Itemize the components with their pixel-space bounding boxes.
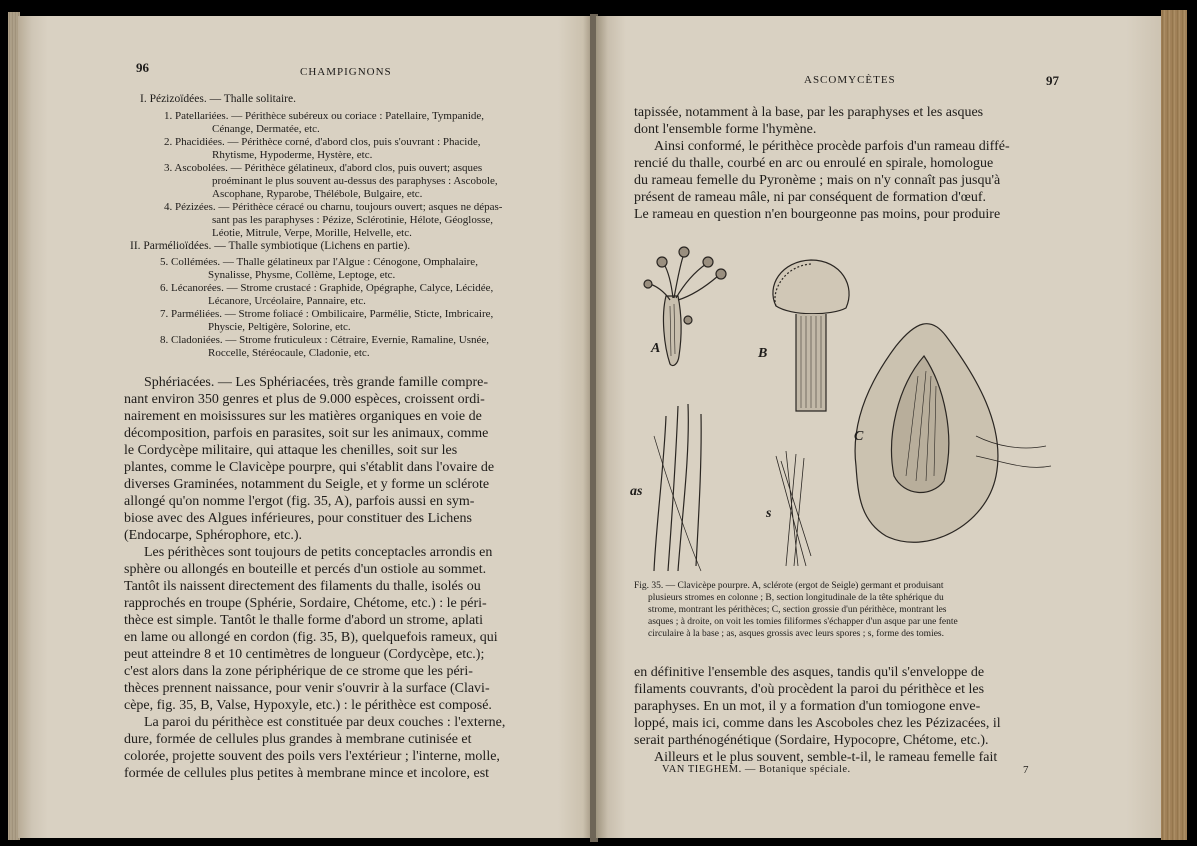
caption-line: plusieurs stromes en colonne ; B, section longitudinale de la tête sphérique du	[648, 593, 944, 603]
list-line: 4. Pézizées. — Périthèce céracé ou charnu, toujours ouvert; asques ne dépas-	[164, 201, 503, 213]
figure-35	[626, 236, 1066, 576]
body-text-right-bottom	[634, 664, 1064, 774]
body-line: en lame ou allongé en cordon (fig. 35, B), quelquefois rameux, qui	[124, 630, 498, 645]
body-line: cèpe, fig. 35, B, Valse, Hypoxyle, etc.) : le périthèce est composé.	[124, 698, 492, 713]
body-line: présent de rameau mâle, ni par conséquent de formation d'œuf.	[634, 190, 987, 205]
body-line: peut atteindre 8 et 10 centimètres de longueur (Cordycèpe, etc.);	[124, 647, 485, 662]
asci-group	[654, 404, 701, 571]
body-line: tapissée, notamment à la base, par les paraphyses et les asques	[634, 105, 984, 120]
figure-label-s: s	[766, 506, 772, 521]
list-line: Synalisse, Physme, Collème, Leptoge, etc.	[208, 269, 396, 281]
body-line: biose avec des Algues inférieures, pour constituer des Lichens	[124, 511, 472, 526]
list-line: Roccelle, Stéréocaule, Cladonie, etc.	[208, 347, 370, 359]
page-number-right: 97	[1046, 73, 1059, 88]
list-line: 2. Phacidiées. — Périthèce corné, d'abord clos, puis s'ouvrant : Phacide,	[164, 136, 481, 148]
section-ii-list	[18, 256, 591, 366]
body-line: rapprochés en troupe (Sphérie, Sordaire, Chétome, etc.) : le péri-	[124, 596, 487, 611]
body-line: dure, formée de cellules plus grandes à membrane cutinisée et	[124, 732, 472, 747]
body-line: thèces prennent naissance, pour venir s'ouvrir à la surface (Clavi-	[124, 681, 490, 696]
list-line: 6. Lécanorées. — Strome crustacé : Graphide, Opégraphe, Calyce, Lécidée,	[160, 282, 494, 294]
body-line: rencié du thalle, courbé en arc ou enroulé en spirale, homologue	[634, 156, 994, 171]
body-line: La paroi du périthèce est constituée par deux couches : l'externe,	[144, 715, 506, 730]
body-line: le Cordycèpe militaire, qui attaque les chenilles, soit sur les	[124, 443, 458, 458]
caption-line: asques ; à droite, on voit les tomies filiformes s'échapper d'un asque par une fente	[648, 617, 958, 627]
right-page	[596, 16, 1161, 838]
caption-line: strome, montrant les périthèces; C, section grossie d'un périthèce, montrant les	[648, 605, 947, 615]
left-page	[18, 16, 591, 838]
body-line: nant environ 350 genres et plus de 9.000 espèces, croissent ordi-	[124, 392, 485, 407]
body-line: paraphyses. En un mot, il y a formation d'un tomiogone enve-	[634, 699, 981, 714]
section-ii-heading: II. Parmélioïdées. — Thalle symbiotique (Lichens en partie).	[130, 240, 411, 252]
running-head-left: CHAMPIGNONS	[300, 66, 392, 78]
body-line: Le rameau en question n'en bourgeonne pas moins, pour produire	[634, 207, 1001, 222]
figure-label-b: B	[758, 346, 768, 361]
list-line: 3. Ascobolées. — Périthèce gélatineux, d'abord clos, puis ouvert; asques	[164, 162, 483, 174]
body-line: allongé qu'on nomme l'ergot (fig. 35, A), parfois aussi en sym-	[124, 494, 475, 509]
figure-illustration	[626, 236, 1066, 576]
body-line: (Endocarpe, Sphérophore, etc.).	[124, 528, 303, 543]
body-line: loppé, mais ici, comme dans les Ascoboles chez les Pézizacées, il	[634, 716, 1001, 731]
list-line: proéminant le plus souvent au-dessus des paraphyses : Ascobole,	[212, 175, 498, 187]
list-line: 1. Patellariées. — Périthèce subéreux ou coriace : Patellaire, Tympanide,	[164, 110, 485, 122]
body-line: colorée, projette souvent des poils vers l'extérieur ; l'interne, molle,	[124, 749, 500, 764]
body-line: Sphériacées. — Les Sphériacées, très grande famille compre-	[144, 375, 489, 390]
running-head-right: ASCOMYCÈTES	[804, 74, 896, 86]
body-line: plantes, comme le Clavicèpe pourpre, qui s'établit dans l'ovaire de	[124, 460, 495, 475]
list-line: Cénange, Dermatée, etc.	[212, 123, 320, 135]
list-line: sant pas les paraphyses : Pézize, Sclérotinie, Hélote, Géoglosse,	[212, 214, 494, 226]
body-line: en définitive l'ensemble des asques, tandis qu'il s'enveloppe de	[634, 665, 985, 680]
right-page-edges	[1161, 10, 1187, 840]
body-text-right-top	[634, 104, 1064, 229]
body-line: serait parthénogénétique (Sordaire, Hypocopre, Chétome, etc.).	[634, 733, 989, 748]
figure-label-a: A	[651, 341, 661, 356]
section-i-heading: I. Pézizoïdées. — Thalle solitaire.	[140, 93, 296, 105]
body-line: sphère ou allongés en bouteille et percés d'un ostiole au sommet.	[124, 562, 487, 577]
footer-sheet-number: 7	[1023, 764, 1029, 776]
body-line: filaments couvrants, d'où procèdent la paroi du périthèce et les	[634, 682, 985, 697]
figure-label-as: as	[630, 484, 643, 499]
list-line: Lécanore, Urcéolaire, Pannaire, etc.	[208, 295, 366, 307]
caption-line: circulaire à la base ; as, asques grossis avec leurs spores ; s, forme des tomies.	[648, 629, 944, 639]
figure-label-c: C	[854, 429, 864, 444]
list-line: Physcie, Peltigère, Solorine, etc.	[208, 321, 351, 333]
list-line: Ascophane, Ryparobe, Thélébole, Bulgaire, etc.	[212, 188, 423, 200]
body-line: Les périthèces sont toujours de petits conceptacles arrondis en	[144, 545, 493, 560]
body-line: Tantôt ils naissent directement des filaments du thalle, isolés ou	[124, 579, 481, 594]
body-line: diverses Graminées, notamment du Seigle, et y forme un sclérote	[124, 477, 490, 492]
figure-caption	[634, 580, 1074, 644]
body-line: nairement en moisissures sur les matières organiques en voie de	[124, 409, 482, 424]
strome-head-section	[773, 260, 849, 411]
list-line: Léotie, Mitrule, Verpe, Morille, Helvelle, etc.	[212, 227, 412, 239]
body-text-left	[124, 374, 564, 804]
body-line: c'est alors dans la zone périphérique de ce strome que les péri-	[124, 664, 473, 679]
body-line: Ainsi conformé, le périthèce procède parfois d'un rameau diffé-	[654, 139, 1010, 154]
section-i-list	[18, 110, 591, 260]
footer-signature: VAN TIEGHEM. — Botanique spéciale.	[662, 764, 851, 775]
body-line: du rameau femelle du Pyronème ; mais on n'y connaît pas jusqu'à	[634, 173, 1001, 188]
body-line: décomposition, parfois en parasites, soit sur les animaux, comme	[124, 426, 489, 441]
body-line: formée de cellules plus petites à membrane mince et incolore, est	[124, 766, 490, 781]
body-line: Ailleurs et le plus souvent, semble-t-il, le rameau femelle fait	[654, 750, 998, 765]
list-line: 8. Cladoniées. — Strome fruticuleux : Cétraire, Evernie, Ramaline, Usnée,	[160, 334, 489, 346]
perithece-section	[855, 324, 1051, 543]
page-number-left: 96	[136, 60, 149, 75]
body-line: dont l'ensemble forme l'hymène.	[634, 122, 817, 137]
list-line: Rhytisme, Hypoderme, Hystère, etc.	[212, 149, 373, 161]
tomies-group	[776, 451, 811, 566]
body-line: thèce est simple. Tantôt le thalle forme d'abord un strome, aplati	[124, 613, 483, 628]
list-line: 5. Collémées. — Thalle gélatineux par l'Algue : Cénogone, Omphalaire,	[160, 256, 478, 268]
list-line: 7. Parméliées. — Strome foliacé : Ombilicaire, Parmélie, Sticte, Imbricaire,	[160, 308, 494, 320]
caption-line: Fig. 35. — Clavicèpe pourpre. A, sclérote (ergot de Seigle) germant et produisant	[634, 581, 944, 591]
